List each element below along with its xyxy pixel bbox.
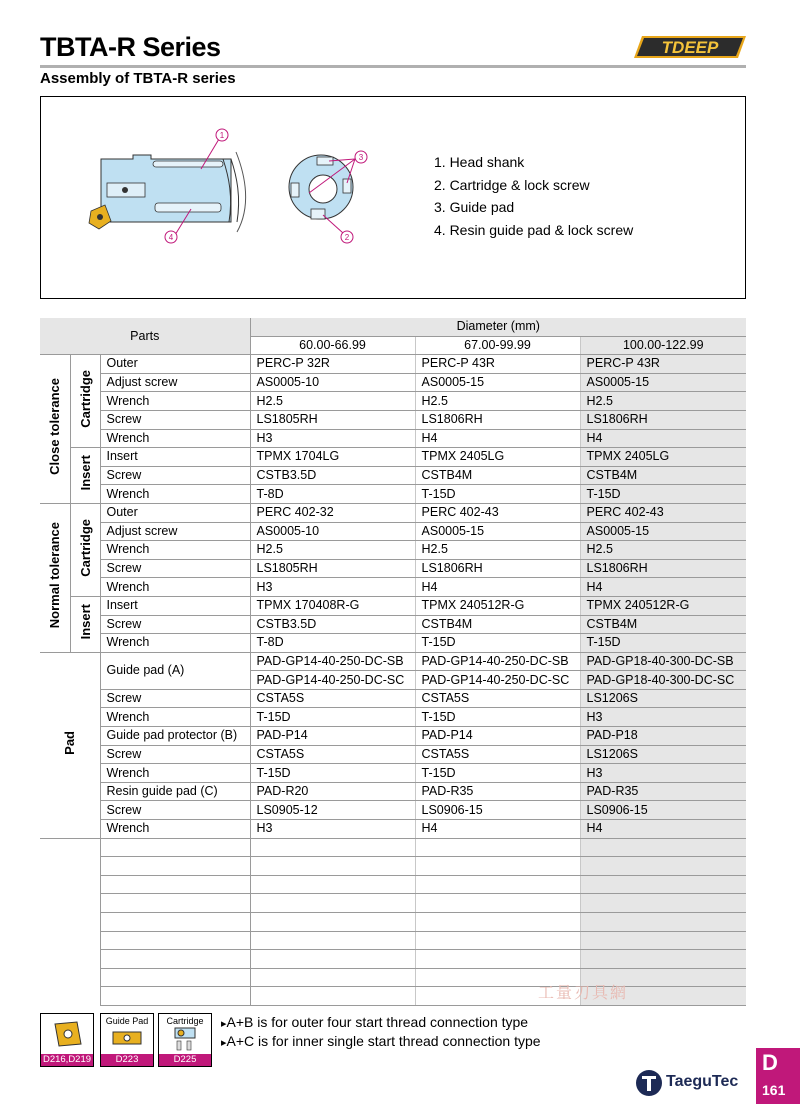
part-value: LS1806RH [415, 410, 580, 429]
close-tolerance-section [40, 355, 746, 504]
part-value: PAD-GP14-40-250-DC-SB [415, 652, 580, 671]
cartridge-ref-box[interactable] [158, 1013, 212, 1067]
part-name: Screw [100, 466, 250, 485]
part-value: T-15D [415, 485, 580, 504]
brand-name: TaeguTec [666, 1073, 739, 1090]
cartridge-ref-label: Cartridge [166, 1016, 204, 1026]
part-name: Screw [100, 559, 250, 578]
part-value: LS1805RH [250, 410, 415, 429]
part-value: PERC-P 43R [415, 355, 580, 374]
part-value: LS1206S [580, 689, 746, 708]
part-value: PERC-P 32R [250, 355, 415, 374]
part-value: PERC 402-32 [250, 503, 415, 522]
part-value: AS0005-10 [250, 522, 415, 541]
callout-3: 3 [358, 153, 364, 162]
part-value: PAD-P18 [580, 727, 746, 746]
part-value: CSTB4M [415, 466, 580, 485]
part-value: T-8D [250, 634, 415, 653]
table-row [40, 485, 746, 504]
part-value: H3 [250, 820, 415, 839]
part-value: TPMX 170408R-G [250, 596, 415, 615]
part-name: Screw [100, 689, 250, 708]
part-name: Insert [100, 448, 250, 467]
table-row [40, 764, 746, 783]
part-value: LS1805RH [250, 559, 415, 578]
table-row [40, 373, 746, 392]
part-value: PAD-GP14-40-250-DC-SC [415, 671, 580, 690]
guide-pad-ref-label: Guide Pad [105, 1016, 149, 1026]
part-value: H4 [580, 578, 746, 597]
part-value: H4 [415, 820, 580, 839]
part-value: CSTA5S [250, 745, 415, 764]
assembly-legend [434, 151, 633, 241]
part-value: H4 [580, 429, 746, 448]
empty-row [40, 931, 746, 950]
part-value: PAD-P14 [250, 727, 415, 746]
table-row [40, 782, 746, 801]
page-subtitle: Assembly of TBTA-R series [40, 70, 236, 87]
table-row [40, 503, 746, 522]
normal-tolerance-section [40, 503, 746, 652]
assembly-diagram [40, 96, 746, 299]
section-tab[interactable] [756, 1048, 800, 1104]
part-value: T-15D [415, 708, 580, 727]
part-value: LS1806RH [415, 559, 580, 578]
part-value: LS0906-15 [415, 801, 580, 820]
part-value: H2.5 [580, 392, 746, 411]
empty-row [40, 968, 746, 987]
legend-item: 1. Head shank [434, 154, 525, 170]
part-name: Resin guide pad (C) [100, 782, 250, 801]
table-row [40, 727, 746, 746]
part-name: Wrench [100, 764, 250, 783]
part-value: H2.5 [415, 541, 580, 560]
part-value: CSTA5S [415, 745, 580, 764]
part-value: T-15D [415, 634, 580, 653]
part-value: CSTA5S [415, 689, 580, 708]
parts-header: Parts [40, 318, 250, 355]
parts-table [40, 318, 746, 1006]
part-name: Wrench [100, 429, 250, 448]
table-row [40, 522, 746, 541]
part-value: PAD-GP14-40-250-DC-SC [250, 671, 415, 690]
legend-item: 3. Guide pad [434, 199, 515, 216]
footnote: ▸ A+C is for inner single start thread connection type [221, 1033, 541, 1052]
guide-pad-ref-box[interactable] [100, 1013, 154, 1067]
table-row [40, 801, 746, 820]
empty-row [40, 857, 746, 876]
table-row [40, 745, 746, 764]
part-name: Wrench [100, 541, 250, 560]
part-value: T-8D [250, 485, 415, 504]
empty-row [40, 838, 746, 857]
part-name: Screw [100, 410, 250, 429]
range-header: 67.00-99.99 [415, 336, 580, 355]
table-row [40, 355, 746, 374]
table-row [40, 410, 746, 429]
part-value: TPMX 240512R-G [580, 596, 746, 615]
part-name: Wrench [100, 578, 250, 597]
part-name: Outer [100, 355, 250, 374]
part-value: H2.5 [250, 392, 415, 411]
part-value: H3 [250, 429, 415, 448]
footnotes [221, 1014, 541, 1052]
part-value: PAD-R20 [250, 782, 415, 801]
part-value: CSTB4M [415, 615, 580, 634]
part-value: AS0005-15 [415, 522, 580, 541]
part-name: Wrench [100, 392, 250, 411]
table-row [40, 689, 746, 708]
part-value: TPMX 1704LG [250, 448, 415, 467]
part-name: Insert [100, 596, 250, 615]
group-label: Insert [70, 448, 100, 504]
part-value: T-15D [415, 764, 580, 783]
range-header: 100.00-122.99 [580, 336, 746, 355]
part-value: T-15D [580, 485, 746, 504]
assembly-drawing [41, 97, 745, 298]
guide-pad-ref: D223 [101, 1054, 153, 1066]
table-row [40, 429, 746, 448]
empty-rows [40, 838, 746, 1005]
watermark: 工量刃具網 [538, 985, 629, 1002]
part-value: T-15D [580, 634, 746, 653]
page-number: 161 [762, 1082, 786, 1098]
callout-1: 1 [219, 131, 225, 140]
section-letter: D [762, 1050, 778, 1075]
table-row [40, 820, 746, 839]
part-value: LS1206S [580, 745, 746, 764]
part-value: PERC 402-43 [580, 503, 746, 522]
part-value: H4 [415, 578, 580, 597]
group-label: Pad [40, 652, 100, 838]
taegutec-logo-icon [634, 1068, 664, 1098]
callout-2: 2 [344, 233, 350, 242]
table-row [40, 466, 746, 485]
taegutec-brand [634, 1068, 752, 1098]
table-row [40, 708, 746, 727]
part-value: T-15D [250, 708, 415, 727]
table-row [40, 578, 746, 597]
group-label: Insert [70, 596, 100, 652]
part-value: H2.5 [250, 541, 415, 560]
group-label: Close tolerance [40, 355, 70, 504]
part-value: H4 [580, 820, 746, 839]
pad-section [40, 652, 746, 838]
part-value: AS0005-15 [415, 373, 580, 392]
insert-ref: D216,D219 [42, 1054, 92, 1065]
part-value: LS0906-15 [580, 801, 746, 820]
insert-icon [41, 1014, 93, 1054]
part-value: AS0005-15 [580, 373, 746, 392]
empty-row [40, 950, 746, 969]
part-name: Adjust screw [100, 522, 250, 541]
part-value: AS0005-15 [580, 522, 746, 541]
part-name: Guide pad (A) [100, 652, 250, 689]
part-value: PERC-P 43R [580, 355, 746, 374]
table-row [40, 652, 746, 671]
insert-ref-box[interactable] [40, 1013, 94, 1067]
empty-row [40, 987, 746, 1006]
part-value: H2.5 [580, 541, 746, 560]
part-value: PAD-P14 [415, 727, 580, 746]
title-rule [40, 65, 746, 68]
part-value: LS0905-12 [250, 801, 415, 820]
part-value: PAD-GP18-40-300-DC-SC [580, 671, 746, 690]
table-row [40, 615, 746, 634]
part-value: PAD-R35 [415, 782, 580, 801]
legend-item: 2. Cartridge & lock screw [434, 176, 590, 193]
group-label: Cartridge [70, 355, 100, 448]
part-value: CSTB4M [580, 466, 746, 485]
part-name: Guide pad protector (B) [100, 727, 250, 746]
part-name: Screw [100, 615, 250, 634]
footnote: ▸ A+B is for outer four start thread connection type [221, 1014, 541, 1033]
tdeep-logo-text: TDEEP [661, 38, 719, 57]
part-value: LS1806RH [580, 559, 746, 578]
cartridge-ref: D225 [159, 1054, 211, 1066]
part-name: Adjust screw [100, 373, 250, 392]
part-name: Screw [100, 745, 250, 764]
part-value: CSTB3.5D [250, 615, 415, 634]
part-name: Wrench [100, 708, 250, 727]
part-name: Outer [100, 503, 250, 522]
table-row [40, 541, 746, 560]
part-value: CSTB3.5D [250, 466, 415, 485]
table-row [40, 559, 746, 578]
part-name: Wrench [100, 820, 250, 839]
part-value: CSTA5S [250, 689, 415, 708]
callout-4: 4 [168, 233, 174, 242]
table-row [40, 392, 746, 411]
part-name: Wrench [100, 634, 250, 653]
table-row [40, 634, 746, 653]
table-row [40, 596, 746, 615]
part-value: TPMX 2405LG [415, 448, 580, 467]
part-value: H4 [415, 429, 580, 448]
part-value: H3 [580, 764, 746, 783]
part-value: H3 [580, 708, 746, 727]
part-value: PAD-GP14-40-250-DC-SB [250, 652, 415, 671]
group-label: Cartridge [70, 503, 100, 596]
part-value: AS0005-10 [250, 373, 415, 392]
part-value: H2.5 [415, 392, 580, 411]
tdeep-logo [632, 34, 748, 60]
part-value: TPMX 2405LG [580, 448, 746, 467]
range-header: 60.00-66.99 [250, 336, 415, 355]
table-row [40, 448, 746, 467]
diameter-header: Diameter (mm) [250, 318, 746, 336]
group-label: Normal tolerance [40, 503, 70, 652]
part-value: T-15D [250, 764, 415, 783]
part-value: H3 [250, 578, 415, 597]
empty-row [40, 913, 746, 932]
part-value: PAD-R35 [580, 782, 746, 801]
part-value: CSTB4M [580, 615, 746, 634]
part-value: PERC 402-43 [415, 503, 580, 522]
page-title: TBTA-R Series [40, 32, 221, 62]
part-name: Wrench [100, 485, 250, 504]
part-value: PAD-GP18-40-300-DC-SB [580, 652, 746, 671]
empty-row [40, 894, 746, 913]
part-value: TPMX 240512R-G [415, 596, 580, 615]
empty-row [40, 875, 746, 894]
legend-item: 4. Resin guide pad & lock screw [434, 221, 634, 238]
part-value: LS1806RH [580, 410, 746, 429]
part-name: Screw [100, 801, 250, 820]
